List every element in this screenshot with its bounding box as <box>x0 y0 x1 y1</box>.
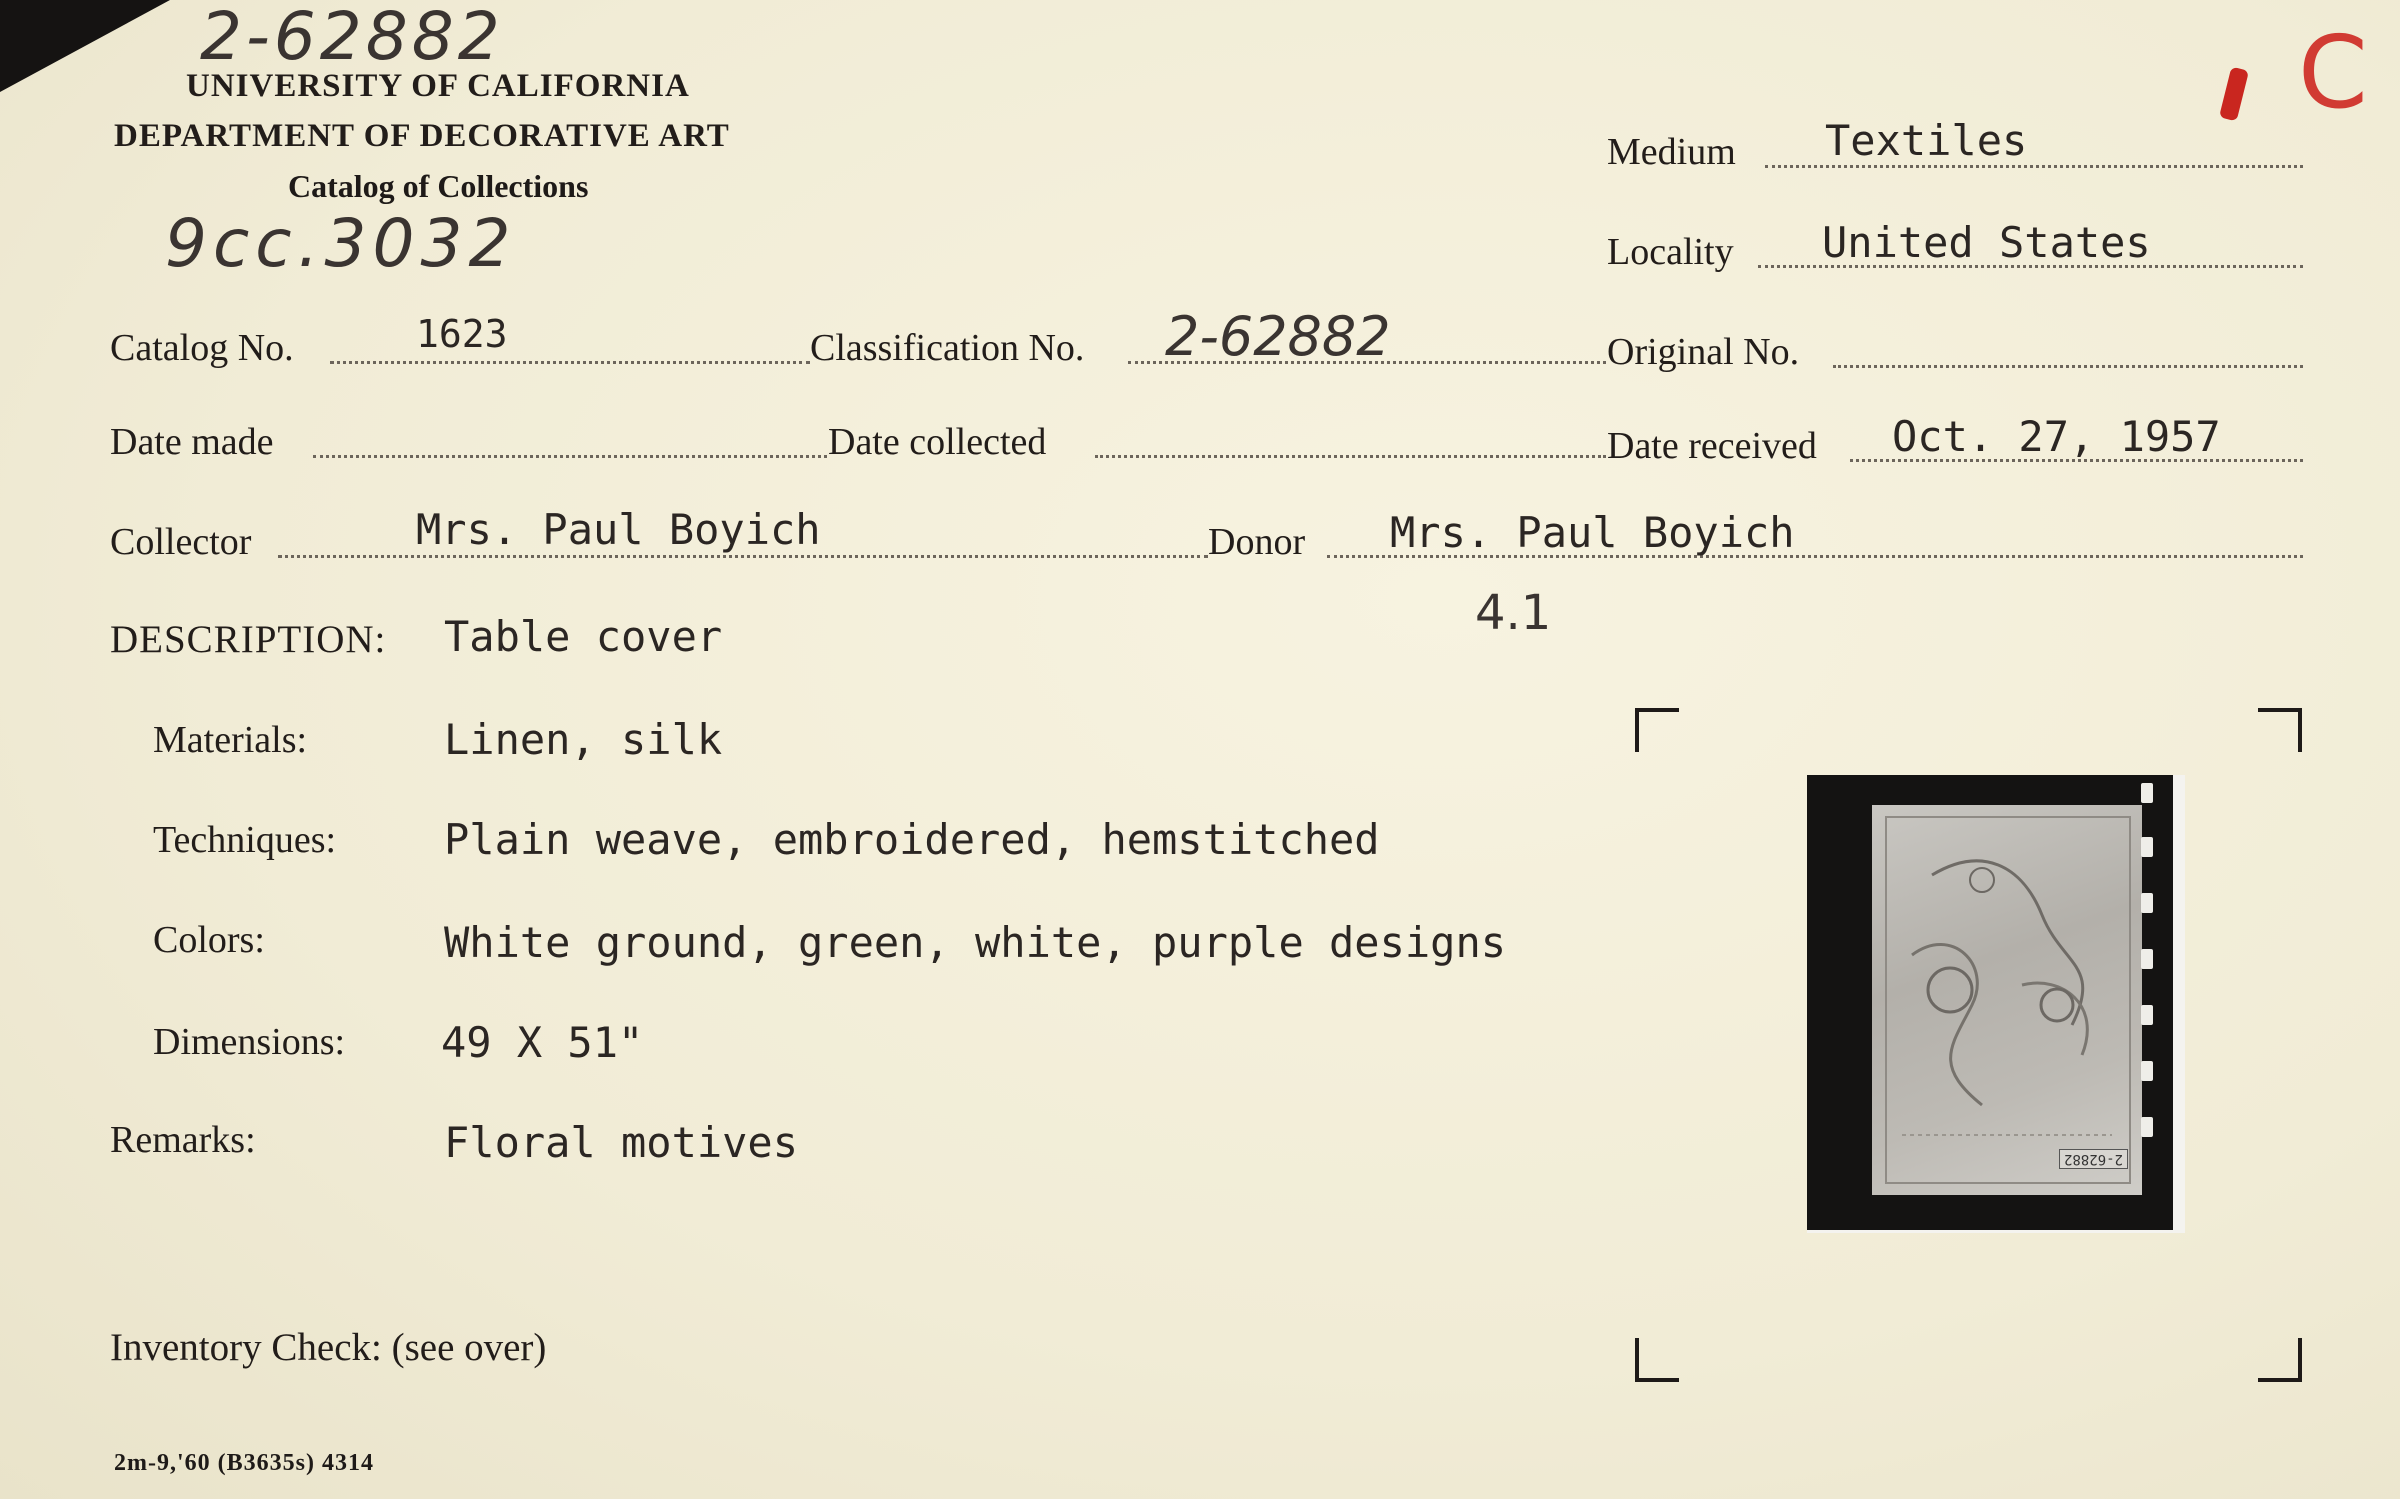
film-sprocket <box>2141 1117 2153 1137</box>
inventory-check: Inventory Check: (see over) <box>110 1326 547 1369</box>
donor-value: Mrs. Paul Boyich <box>1390 508 1795 557</box>
header-department: DEPARTMENT OF DECORATIVE ART <box>114 118 730 154</box>
form-code: 2m-9,'60 (B3635s) 4314 <box>114 1450 374 1476</box>
catalog-no-value: 1623 <box>416 312 508 356</box>
classification-no-label: Classification No. <box>810 327 1085 369</box>
colors-value: White ground, green, white, purple designs <box>444 918 1507 967</box>
film-sprocket <box>2141 1061 2153 1081</box>
crop-mark-bottom-right <box>2258 1338 2302 1382</box>
date-collected-label: Date collected <box>828 421 1047 463</box>
techniques-value: Plain weave, embroidered, hemstitched <box>444 815 1380 864</box>
catalog-no-dotted-line <box>330 361 810 364</box>
film-sprocket <box>2141 783 2153 803</box>
original-no-label: Original No. <box>1607 331 1800 373</box>
medium-dotted-line <box>1765 165 2303 168</box>
red-pencil-mark <box>2219 67 2249 122</box>
handwritten-note: 4.1 <box>1475 585 1552 641</box>
materials-label: Materials: <box>153 719 308 761</box>
collector-value: Mrs. Paul Boyich <box>416 505 821 554</box>
collector-dotted-line <box>278 555 1208 558</box>
donor-label: Donor <box>1208 521 1306 563</box>
collector-label: Collector <box>110 521 252 563</box>
remarks-label: Remarks: <box>110 1119 256 1161</box>
date-collected-dotted-line <box>1095 455 1606 458</box>
remarks-value: Floral motives <box>444 1118 799 1167</box>
crop-mark-top-right <box>2258 708 2302 752</box>
description-label: DESCRIPTION: <box>110 618 387 661</box>
red-letter-mark: C <box>2298 14 2368 131</box>
header-catalog-of-collections: Catalog of Collections <box>288 168 589 204</box>
object-photograph <box>1807 775 2185 1233</box>
classification-no-value: 2-62882 <box>1165 305 1391 368</box>
original-no-dotted-line <box>1833 365 2303 368</box>
film-frame <box>1807 775 2173 1230</box>
techniques-label: Techniques: <box>153 819 337 861</box>
locality-label: Locality <box>1607 231 1734 273</box>
date-received-value: Oct. 27, 1957 <box>1892 412 2221 461</box>
dimensions-value: 49 X 51" <box>441 1018 644 1067</box>
embroidery-pattern-icon <box>1872 805 2142 1195</box>
crop-mark-top-left <box>1635 708 1679 752</box>
handwritten-catalog-number: 2-62882 <box>200 0 504 75</box>
crop-mark-bottom-left <box>1635 1338 1679 1382</box>
film-sprocket <box>2141 837 2153 857</box>
dimensions-label: Dimensions: <box>153 1021 346 1063</box>
catalog-no-label: Catalog No. <box>110 327 294 369</box>
date-made-label: Date made <box>110 421 274 463</box>
medium-value: Textiles <box>1825 116 2028 165</box>
locality-value: United States <box>1822 218 2151 267</box>
header-university: UNIVERSITY OF CALIFORNIA <box>186 68 690 104</box>
handwritten-accession-number: 9cc.3032 <box>165 205 517 282</box>
film-sprocket <box>2141 949 2153 969</box>
medium-label: Medium <box>1607 131 1736 173</box>
photo-number-label: 2-62882 <box>2059 1149 2128 1169</box>
table-cover-image <box>1872 805 2142 1195</box>
film-sprocket <box>2141 1005 2153 1025</box>
colors-label: Colors: <box>153 919 265 961</box>
film-sprocket <box>2141 893 2153 913</box>
materials-value: Linen, silk <box>444 715 723 764</box>
date-made-dotted-line <box>313 455 827 458</box>
date-received-label: Date received <box>1607 425 1817 467</box>
description-value: Table cover <box>444 612 723 661</box>
card-corner-shadow <box>0 0 170 92</box>
